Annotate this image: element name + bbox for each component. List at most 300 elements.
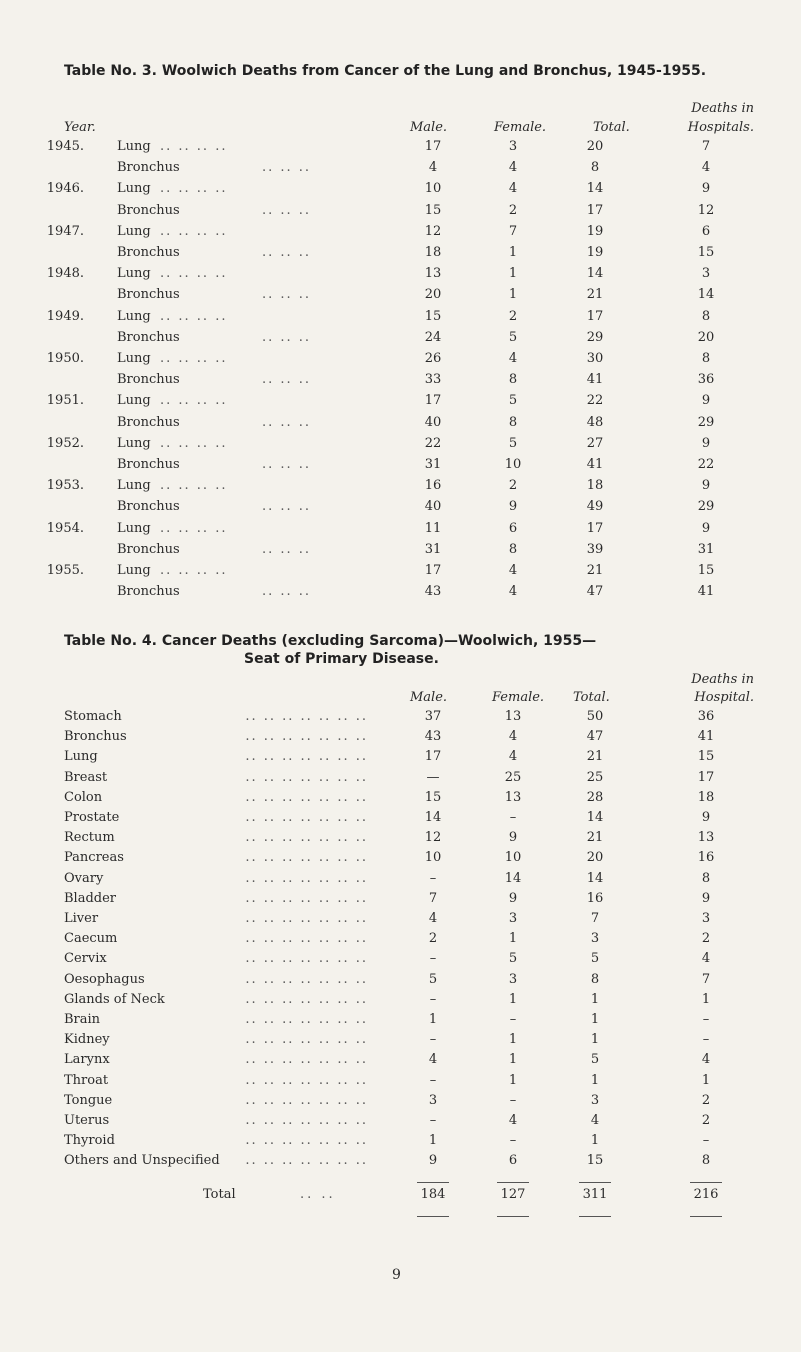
row-hosp: 15 — [697, 245, 715, 260]
row-hosp: 15 — [697, 563, 715, 578]
row-male: 31 — [424, 457, 442, 472]
row-female: 5 — [508, 393, 518, 409]
row-male: 40 — [424, 414, 442, 430]
row-year: 1954. — [46, 520, 84, 536]
row-site: Lung — [117, 520, 151, 536]
row-leader: .. .. .. .. — [160, 181, 228, 197]
table4-row — [0, 770, 801, 791]
table3-row — [0, 436, 801, 457]
table3-row — [0, 139, 801, 160]
row-hosp: – — [702, 1133, 710, 1149]
row-hosp: 7 — [701, 971, 711, 987]
row-hosp: 22 — [697, 457, 715, 472]
table3-row — [0, 372, 801, 393]
row-male: 33 — [424, 372, 442, 388]
row-hosp: 41 — [697, 584, 715, 600]
row-male: 15 — [424, 308, 442, 324]
row-female: 3 — [508, 911, 518, 926]
row-total: 21 — [586, 563, 604, 578]
row-leader: .. .. .. .. .. .. .. — [245, 850, 368, 866]
row-male: 5 — [428, 971, 438, 987]
row-male: 37 — [424, 709, 442, 724]
table3-header-deaths-2: Hospitals. — [687, 120, 754, 135]
table4-row — [0, 709, 801, 730]
row-hosp: 15 — [697, 749, 715, 765]
row-hosp: 17 — [697, 769, 715, 785]
row-male: 12 — [424, 223, 442, 239]
table4-header-male: Male. — [410, 690, 448, 705]
row-site: Brain — [64, 1012, 101, 1027]
row-hosp: 31 — [697, 541, 715, 557]
rule-total-bottom — [579, 1216, 611, 1217]
row-female: 3 — [508, 971, 518, 987]
row-site: Lung — [117, 393, 151, 409]
row-total: 14 — [586, 810, 604, 825]
row-site: Kidney — [64, 1032, 110, 1048]
row-female: 2 — [508, 478, 518, 494]
row-leader: .. .. .. .. .. .. .. — [245, 1052, 368, 1068]
row-leader: .. .. .. .. .. .. .. — [245, 931, 368, 947]
row-total: 16 — [586, 890, 604, 906]
row-site: Breast — [64, 769, 108, 785]
row-total: 1 — [590, 1012, 600, 1027]
row-site: Ovary — [64, 870, 104, 886]
row-hosp: 8 — [701, 1153, 711, 1169]
row-site: Thyroid — [64, 1133, 115, 1149]
row-total: 5 — [590, 951, 600, 967]
row-leader: .. .. .. .. — [160, 435, 228, 451]
table4-row — [0, 810, 801, 831]
row-leader: .. .. .. .. — [160, 266, 228, 282]
row-total: 18 — [586, 478, 604, 494]
row-leader: .. .. .. — [262, 457, 312, 472]
row-total: 47 — [586, 584, 604, 600]
row-site: Bronchus — [117, 584, 180, 600]
row-leader: .. .. .. .. .. .. .. — [245, 1153, 368, 1169]
row-year: 1946. — [46, 181, 84, 197]
row-leader: .. .. .. .. .. .. .. — [245, 769, 368, 785]
row-total: 21 — [586, 287, 604, 303]
row-site: Oesophagus — [64, 971, 145, 987]
row-male: 1 — [428, 1133, 438, 1149]
row-site: Lung — [117, 478, 151, 494]
row-leader: .. .. .. .. .. .. .. — [245, 971, 368, 987]
row-male: 15 — [424, 202, 442, 218]
row-leader: .. .. .. .. .. .. .. — [245, 890, 368, 906]
rule-total-top — [579, 1182, 611, 1183]
row-year: 1952. — [46, 435, 84, 451]
table4-row — [0, 850, 801, 871]
row-site: Lung — [117, 563, 151, 578]
row-total: 1 — [590, 991, 600, 1007]
row-male: 10 — [424, 850, 442, 866]
row-hosp: 41 — [697, 729, 715, 745]
row-leader: .. .. .. .. — [160, 308, 228, 324]
row-total: 14 — [586, 181, 604, 197]
row-total: 1 — [590, 1133, 600, 1149]
row-leader: .. .. .. .. .. .. .. — [245, 830, 368, 846]
rule-female-bottom — [497, 1216, 529, 1217]
row-leader: .. .. .. — [262, 584, 312, 600]
row-site: Rectum — [64, 830, 115, 846]
row-male: 13 — [424, 266, 442, 282]
row-site: Bronchus — [117, 414, 180, 430]
row-female: 2 — [508, 202, 518, 218]
row-total: 15 — [586, 1153, 604, 1169]
row-female: 8 — [508, 372, 518, 388]
row-hosp: 2 — [701, 1113, 711, 1128]
row-male: 4 — [428, 911, 438, 926]
row-total: 17 — [586, 520, 604, 536]
table4-header-deaths-2: Hospital. — [694, 690, 754, 705]
table4-header-deaths-1: Deaths in — [691, 672, 754, 687]
row-hosp: – — [702, 1012, 710, 1027]
row-total: 5 — [590, 1052, 600, 1068]
row-site: Bronchus — [117, 160, 180, 176]
table3-header-deaths-1: Deaths in — [691, 101, 754, 116]
row-male: 17 — [424, 563, 442, 578]
table4-row — [0, 891, 801, 912]
row-male: – — [429, 951, 437, 967]
row-site: Bronchus — [117, 499, 180, 515]
table3-row — [0, 309, 801, 330]
row-male: 31 — [424, 541, 442, 557]
row-male: – — [429, 1113, 437, 1128]
row-female: 25 — [504, 769, 522, 785]
row-hosp: 9 — [701, 890, 711, 906]
row-total: 20 — [586, 850, 604, 866]
row-total: 39 — [586, 541, 604, 557]
row-hosp: 9 — [701, 810, 711, 825]
row-site: Uterus — [64, 1113, 110, 1128]
row-total: 21 — [586, 830, 604, 846]
row-leader: .. .. .. .. — [160, 478, 228, 494]
table4-row — [0, 729, 801, 750]
row-female: 10 — [504, 457, 522, 472]
row-male: 16 — [424, 478, 442, 494]
row-site: Bronchus — [64, 729, 127, 745]
row-site: Prostate — [64, 810, 120, 825]
row-female: 7 — [508, 223, 518, 239]
row-hosp: 4 — [701, 1052, 711, 1068]
row-total: 17 — [586, 202, 604, 218]
row-hosp: 8 — [701, 870, 711, 886]
row-site: Caecum — [64, 931, 118, 947]
row-total: 50 — [586, 709, 604, 724]
row-hosp: 3 — [701, 911, 711, 926]
table3-row — [0, 584, 801, 605]
row-leader: .. .. .. .. — [160, 563, 228, 578]
row-leader: .. .. .. .. .. .. .. — [245, 991, 368, 1007]
row-hosp: 9 — [701, 478, 711, 494]
row-female: 4 — [508, 729, 518, 745]
row-hosp: 8 — [701, 351, 711, 366]
rule-hosp-top — [690, 1182, 722, 1183]
row-total: 1 — [590, 1072, 600, 1088]
row-site: Bronchus — [117, 202, 180, 218]
row-site: Lung — [117, 351, 151, 366]
table3-row — [0, 266, 801, 287]
table3-row — [0, 563, 801, 584]
row-female: 4 — [508, 351, 518, 366]
table4-row — [0, 1093, 801, 1114]
row-female: – — [509, 1092, 517, 1108]
row-site: Throat — [64, 1072, 109, 1088]
table4-row — [0, 790, 801, 811]
row-hosp: 13 — [697, 830, 715, 846]
row-male: 43 — [424, 729, 442, 745]
row-male: 9 — [428, 1153, 438, 1169]
table4-header-female: Female. — [492, 690, 545, 705]
row-site: Larynx — [64, 1052, 110, 1068]
table3-row — [0, 415, 801, 436]
row-male: – — [429, 991, 437, 1007]
table3-row — [0, 457, 801, 478]
row-female: 9 — [508, 830, 518, 846]
table3-row — [0, 351, 801, 372]
row-female: 1 — [508, 931, 518, 947]
table3-header-total: Total. — [593, 120, 630, 135]
row-leader: .. .. .. — [262, 414, 312, 430]
row-female: 2 — [508, 308, 518, 324]
table4-row — [0, 1032, 801, 1053]
row-male: 20 — [424, 287, 442, 303]
row-male: 17 — [424, 749, 442, 765]
total-female: 127 — [500, 1187, 526, 1202]
row-male: 40 — [424, 499, 442, 515]
row-male: 4 — [428, 1052, 438, 1068]
row-hosp: 9 — [701, 181, 711, 197]
row-leader: .. .. .. — [262, 287, 312, 303]
row-hosp: 29 — [697, 499, 715, 515]
row-female: 4 — [508, 1113, 518, 1128]
total-male: 184 — [420, 1187, 446, 1202]
table4-row — [0, 1133, 801, 1154]
row-female: 1 — [508, 1072, 518, 1088]
row-total: 21 — [586, 749, 604, 765]
row-site: Lung — [117, 308, 151, 324]
row-leader: .. .. .. .. — [160, 351, 228, 366]
row-female: 9 — [508, 890, 518, 906]
row-hosp: 8 — [701, 308, 711, 324]
row-leader: .. .. .. .. — [160, 139, 228, 154]
row-leader: .. .. .. .. .. .. .. — [245, 789, 368, 805]
total-hosp: 216 — [693, 1187, 719, 1202]
row-site: Bronchus — [117, 245, 180, 260]
row-female: 1 — [508, 266, 518, 282]
total-leader: .. .. — [300, 1187, 336, 1202]
row-hosp: 29 — [697, 414, 715, 430]
row-site: Bronchus — [117, 541, 180, 557]
row-leader: .. .. .. .. .. .. .. — [245, 1092, 368, 1108]
row-hosp: 36 — [697, 709, 715, 724]
row-site: Bronchus — [117, 329, 180, 345]
table3-row — [0, 287, 801, 308]
row-hosp: 7 — [701, 139, 711, 154]
row-site: Others and Unspecified — [64, 1153, 220, 1169]
row-leader: .. .. .. — [262, 541, 312, 557]
row-site: Lung — [117, 139, 151, 154]
row-hosp: 4 — [701, 951, 711, 967]
row-total: 30 — [586, 351, 604, 366]
row-total: 29 — [586, 329, 604, 345]
row-hosp: – — [702, 1032, 710, 1048]
row-male: 43 — [424, 584, 442, 600]
row-leader: .. .. .. .. — [160, 393, 228, 409]
table4-row — [0, 1073, 801, 1094]
row-leader: .. .. .. .. .. .. .. — [245, 1012, 368, 1027]
table3-row — [0, 521, 801, 542]
row-female: 1 — [508, 991, 518, 1007]
row-year: 1948. — [46, 266, 84, 282]
row-leader: .. .. .. .. .. .. .. — [245, 951, 368, 967]
row-total: 22 — [586, 393, 604, 409]
table4-title-line2: Seat of Primary Disease. — [244, 651, 439, 667]
row-leader: .. .. .. .. — [160, 520, 228, 536]
row-female: 1 — [508, 287, 518, 303]
table4-row — [0, 1052, 801, 1073]
row-leader: .. .. .. — [262, 499, 312, 515]
table3-row — [0, 224, 801, 245]
table4-row — [0, 1012, 801, 1033]
table3-header-year: Year. — [64, 120, 96, 135]
row-female: 3 — [508, 139, 518, 154]
table4-row — [0, 1113, 801, 1134]
row-total: 14 — [586, 870, 604, 886]
total-total: 311 — [582, 1187, 608, 1202]
row-total: 8 — [590, 971, 600, 987]
row-female: – — [509, 1133, 517, 1149]
row-total: 41 — [586, 457, 604, 472]
row-male: 14 — [424, 810, 442, 825]
row-female: 4 — [508, 181, 518, 197]
row-male: 18 — [424, 245, 442, 260]
row-female: – — [509, 810, 517, 825]
row-year: 1955. — [46, 563, 84, 578]
page-number: 9 — [392, 1267, 401, 1283]
table4-row — [0, 830, 801, 851]
table4-row — [0, 749, 801, 770]
total-label: Total — [203, 1187, 236, 1202]
row-year: 1949. — [46, 308, 84, 324]
row-leader: .. .. .. .. .. .. .. — [245, 810, 368, 825]
row-female: 5 — [508, 435, 518, 451]
table3-row — [0, 330, 801, 351]
row-hosp: 9 — [701, 435, 711, 451]
row-year: 1951. — [46, 393, 84, 409]
row-site: Colon — [64, 789, 103, 805]
row-total: 19 — [586, 245, 604, 260]
row-hosp: 14 — [697, 287, 715, 303]
row-male: – — [429, 870, 437, 886]
row-male: 11 — [424, 520, 442, 536]
table4-title-line1: Table No. 4. Cancer Deaths (excluding Sarcoma)—Woolwich, 1955— — [64, 633, 597, 649]
row-female: 1 — [508, 1032, 518, 1048]
row-total: 27 — [586, 435, 604, 451]
row-hosp: 4 — [701, 160, 711, 176]
row-total: 48 — [586, 414, 604, 430]
table4-row — [0, 972, 801, 993]
row-total: 41 — [586, 372, 604, 388]
row-year: 1953. — [46, 478, 84, 494]
row-site: Bronchus — [117, 457, 180, 472]
row-total: 7 — [590, 911, 600, 926]
row-site: Bronchus — [117, 287, 180, 303]
row-male: 17 — [424, 393, 442, 409]
row-leader: .. .. .. .. .. .. .. — [245, 911, 368, 926]
table3-row — [0, 245, 801, 266]
row-female: 6 — [508, 1153, 518, 1169]
row-hosp: 18 — [697, 789, 715, 805]
table3-row — [0, 499, 801, 520]
row-site: Lung — [117, 435, 151, 451]
row-site: Bronchus — [117, 372, 180, 388]
row-female: – — [509, 1012, 517, 1027]
row-hosp: 36 — [697, 372, 715, 388]
row-total: 14 — [586, 266, 604, 282]
row-site: Lung — [117, 223, 151, 239]
row-site: Tongue — [64, 1092, 113, 1108]
row-male: 3 — [428, 1092, 438, 1108]
row-female: 4 — [508, 563, 518, 578]
row-leader: .. .. .. — [262, 329, 312, 345]
row-total: 3 — [590, 1092, 600, 1108]
row-total: 20 — [586, 139, 604, 154]
table4-row — [0, 871, 801, 892]
table4-row — [0, 992, 801, 1013]
row-female: 4 — [508, 160, 518, 176]
row-male: — — [426, 769, 440, 785]
row-male: 17 — [424, 139, 442, 154]
row-male: 26 — [424, 351, 442, 366]
table3-row — [0, 181, 801, 202]
row-total: 49 — [586, 499, 604, 515]
row-total: 19 — [586, 223, 604, 239]
rule-hosp-bottom — [690, 1216, 722, 1217]
row-site: Stomach — [64, 709, 122, 724]
row-female: 8 — [508, 414, 518, 430]
row-site: Bladder — [64, 890, 117, 906]
row-leader: .. .. .. .. — [160, 223, 228, 239]
table3-row — [0, 478, 801, 499]
row-year: 1950. — [46, 351, 84, 366]
row-hosp: 1 — [701, 991, 711, 1007]
row-site: Lung — [117, 181, 151, 197]
row-female: 6 — [508, 520, 518, 536]
row-total: 17 — [586, 308, 604, 324]
row-hosp: 1 — [701, 1072, 711, 1088]
row-female: 1 — [508, 245, 518, 260]
row-site: Lung — [117, 266, 151, 282]
row-female: 4 — [508, 749, 518, 765]
row-female: 5 — [508, 329, 518, 345]
row-female: 13 — [504, 709, 522, 724]
table3-row — [0, 393, 801, 414]
row-female: 4 — [508, 584, 518, 600]
row-male: 24 — [424, 329, 442, 345]
row-leader: .. .. .. .. .. .. .. — [245, 1133, 368, 1149]
row-site: Liver — [64, 911, 99, 926]
row-female: 10 — [504, 850, 522, 866]
row-hosp: 2 — [701, 931, 711, 947]
row-female: 13 — [504, 789, 522, 805]
row-leader: .. .. .. .. .. .. .. — [245, 729, 368, 745]
row-leader: .. .. .. .. .. .. .. — [245, 749, 368, 765]
row-male: 7 — [428, 890, 438, 906]
table3-header-male: Male. — [410, 120, 448, 135]
row-leader: .. .. .. — [262, 245, 312, 260]
table4-header-total: Total. — [573, 690, 610, 705]
